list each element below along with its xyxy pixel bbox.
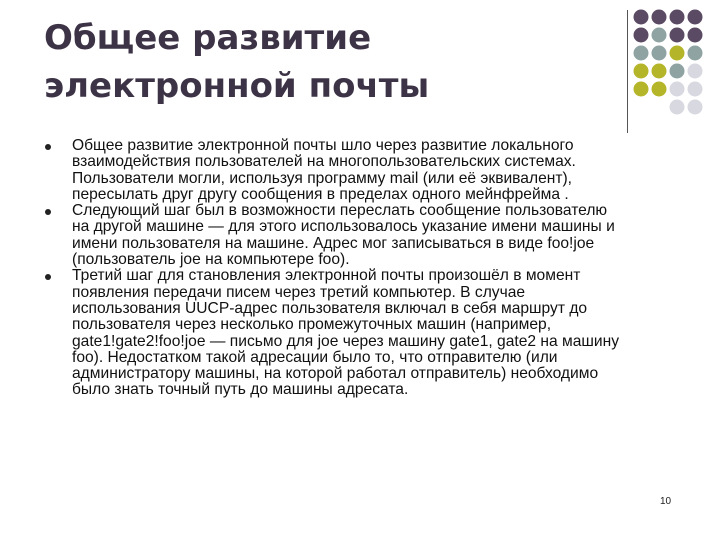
- decorative-dot: [652, 64, 667, 79]
- bullet-text-line: gate1!gate2!foo!joe — письмо для joe через машину gate1, gate2 на машину: [72, 332, 620, 350]
- decorative-dot: [670, 10, 685, 25]
- decorative-dot: [634, 10, 649, 25]
- bullet-text-line: имени пользователя на машине. Адрес мог записываться в виде foo!joe: [72, 234, 595, 252]
- slide-title: Общее развитие электронной почты: [44, 18, 430, 106]
- bullet-text-line: пользователя через несколько промежуточных машин (например,: [72, 316, 552, 334]
- bullet-text-line: foo). Недостатком такой адресации было то, что отправителю (или: [72, 348, 558, 366]
- decorative-dot: [688, 100, 703, 115]
- bullet-text-line: использования UUCP-адрес пользователя включал в себя маршрут до: [72, 299, 588, 317]
- bullet-dot-icon: [45, 274, 51, 280]
- bullet-text-line: Пользователи могли, используя программу mail (или её эквивалент),: [72, 169, 573, 187]
- decorative-dot: [634, 64, 649, 79]
- decorative-dot: [688, 10, 703, 25]
- decorative-dot: [652, 46, 667, 61]
- decorative-dot: [670, 46, 685, 61]
- page-number: 10: [660, 496, 672, 507]
- decorative-dot: [652, 10, 667, 25]
- bullet-dot-icon: [45, 209, 51, 215]
- decorative-dot: [652, 28, 667, 43]
- bullet-text-line: администратору машины, на которой работал отправитель) необходимо: [72, 365, 599, 383]
- bullet-list: [44, 138, 684, 399]
- decorative-dot: [670, 82, 685, 97]
- decorative-dot: [652, 82, 667, 97]
- decorative-dot: [634, 28, 649, 43]
- decorative-dot: [634, 46, 649, 61]
- decorative-dot: [688, 28, 703, 43]
- decorative-dot: [634, 82, 649, 97]
- bullet-text-line: Третий шаг для становления электронной почты произошёл в момент: [72, 267, 581, 285]
- bullet-text-line: (пользователь joe на компьютере foo).: [72, 251, 350, 269]
- bullet-dot-icon: [45, 144, 51, 150]
- bullet-text-line: Следующий шаг был в возможности переслать сообщение пользователю: [72, 202, 608, 220]
- bullet-item: [44, 203, 684, 268]
- bullet-text-line: на другой машине — для этого использовалось указание имени машины и: [72, 218, 615, 236]
- decorative-dot: [688, 64, 703, 79]
- bullet-text-line: было знать точный путь до машины адресата.: [72, 381, 409, 399]
- decorative-dot: [688, 82, 703, 97]
- decorative-dot: [670, 64, 685, 79]
- bullet-text-line: появления передачи писем через третий компьютер. В случае: [72, 283, 526, 301]
- bullet-text-line: Общее развитие электронной почты шло через развитие локального: [72, 137, 574, 154]
- bullet-item: [44, 138, 684, 203]
- decorative-dot-grid: [0, 0, 720, 140]
- bullet-text-line: взаимодействия пользователей на многопользовательских системах.: [72, 153, 576, 171]
- decorative-dot: [670, 28, 685, 43]
- decorative-dot: [670, 100, 685, 115]
- bullet-item: [44, 268, 684, 398]
- decorative-dot: [688, 46, 703, 61]
- bullet-text-line: пересылать друг другу сообщения в пределах одного мейнфрейма .: [72, 185, 569, 203]
